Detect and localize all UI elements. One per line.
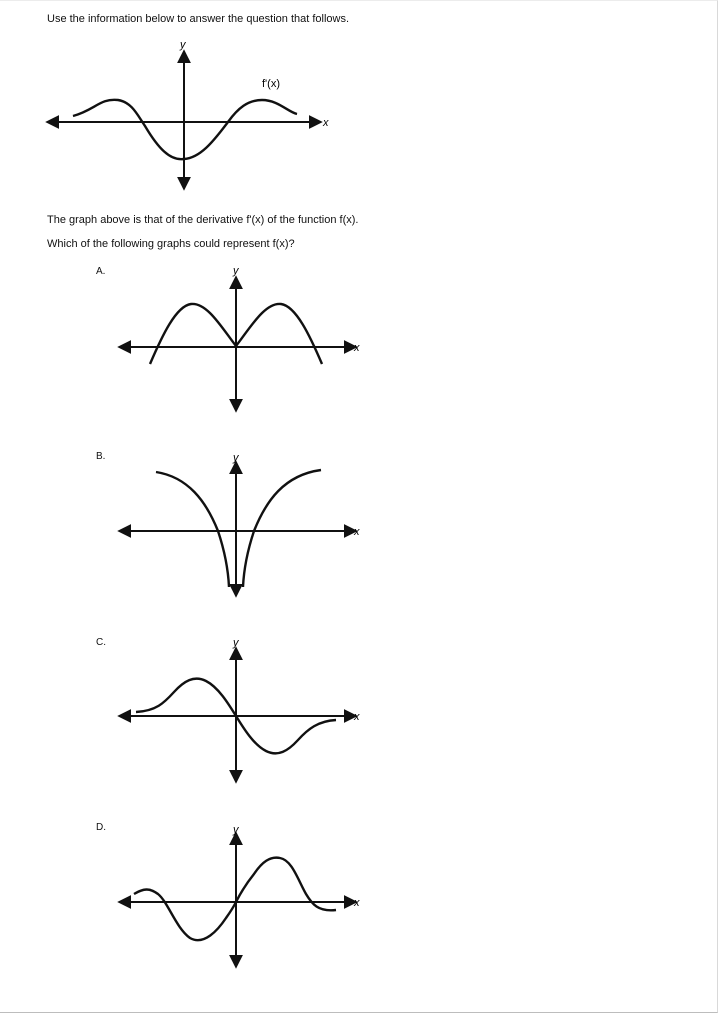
y-axis-label: y [233, 452, 239, 464]
x-axis-label: x [354, 526, 360, 538]
question-statement: The graph above is that of the derivative f'(x) of the function f(x). [47, 214, 359, 226]
derivative-graph [0, 38, 719, 238]
option-b-graph[interactable] [110, 451, 370, 601]
y-axis-label: y [180, 39, 186, 51]
question-intro: Use the information below to answer the question that follows. [47, 13, 350, 25]
y-axis-label: y [233, 824, 239, 836]
option-a-letter: A. [96, 266, 106, 277]
x-axis-label: x [354, 897, 360, 909]
y-axis-label: y [233, 265, 239, 277]
option-b-letter: B. [96, 451, 106, 462]
option-d-letter: D. [96, 822, 106, 833]
x-axis-label: x [354, 342, 360, 354]
option-c-letter: C. [96, 637, 106, 648]
x-axis-label: x [323, 117, 329, 129]
curve-label: f'(x) [262, 78, 280, 90]
option-b-left-branch [156, 472, 229, 587]
option-d-graph[interactable] [110, 822, 370, 972]
option-b-right-branch [243, 470, 321, 587]
option-a-graph[interactable] [110, 266, 370, 416]
x-axis-label: x [354, 711, 360, 723]
y-axis-label: y [233, 637, 239, 649]
question-prompt: Which of the following graphs could represent f(x)? [47, 238, 295, 250]
option-c-graph[interactable] [110, 637, 370, 787]
